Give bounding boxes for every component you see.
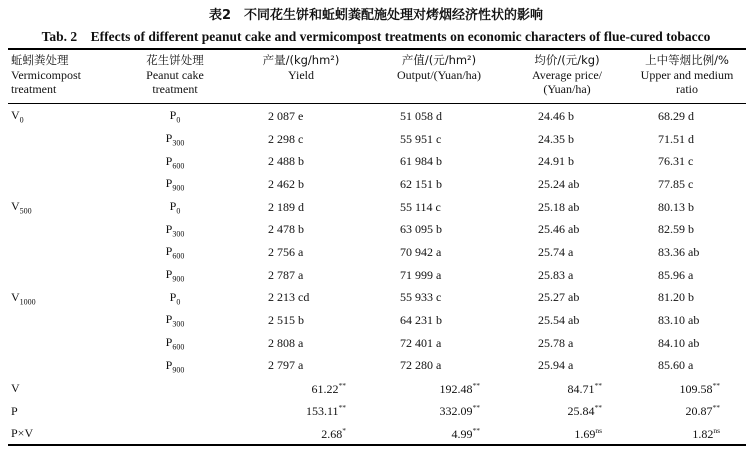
output-cell: 55 114 c xyxy=(400,199,441,214)
factor-label-cell: P xyxy=(11,403,18,418)
output-cell: 70 942 a xyxy=(400,244,442,259)
ratio-cell: 83.10 ab xyxy=(658,313,700,328)
vermicompost-cell xyxy=(8,309,120,332)
table-row xyxy=(8,332,746,355)
price-cell: 24.91 b xyxy=(538,154,574,169)
price-cell: 25.54 ab xyxy=(538,313,580,328)
stats-row xyxy=(8,423,746,446)
output-cell: 63 095 b xyxy=(400,222,442,237)
table-row xyxy=(8,287,746,310)
table-title-chinese: 表2 不同花生饼和蚯蚓粪配施处理对烤烟经济性状的影响 xyxy=(208,8,544,23)
price-cell: 25.74 a xyxy=(538,244,574,259)
price-f-value-cell: $1.69^{ns}$ xyxy=(574,425,602,441)
header-output: 产值/(元/hm²) Output/(Yuan/ha) xyxy=(397,53,481,82)
vermicompost-cell xyxy=(8,173,120,196)
table-row xyxy=(8,355,746,378)
output-f-value-cell: 192.48** xyxy=(439,380,480,396)
header-yield: 产量/(kg/hm²) Yield xyxy=(262,53,340,82)
table-row xyxy=(8,309,746,332)
yield-cell: 2 462 b xyxy=(268,176,304,191)
peanut-cake-cell: $P_0$ xyxy=(169,198,181,216)
table-row xyxy=(8,128,746,151)
price-cell: 25.83 a xyxy=(538,267,574,282)
table-row xyxy=(8,241,746,264)
yield-cell: 2 808 a xyxy=(268,335,304,350)
ratio-f-value-cell: 20.87** xyxy=(685,403,720,419)
table-row xyxy=(8,218,746,241)
header-upper-medium-ratio: 上中等烟比例/% Upper and medium ratio xyxy=(640,53,734,96)
peanut-cake-cell: $P_{600}$ xyxy=(165,244,185,261)
yield-cell: 2 515 b xyxy=(268,313,304,328)
ratio-cell: 77.85 c xyxy=(658,176,694,191)
yield-f-value-cell: 2.68* xyxy=(321,425,346,441)
empty-cell xyxy=(120,400,230,423)
ratio-cell: 68.29 d xyxy=(658,108,694,123)
header-peanut-cake: 花生饼处理 Peanut cake treatment xyxy=(146,53,204,96)
stats-row xyxy=(8,377,746,400)
peanut-cake-cell: $P_{300}$ xyxy=(165,130,185,148)
output-cell: 72 280 a xyxy=(400,358,442,373)
vermicompost-cell: $V_{500}$ xyxy=(11,198,32,216)
ratio-cell: 81.20 b xyxy=(658,290,694,305)
yield-cell: 2 756 a xyxy=(268,244,304,259)
vermicompost-cell xyxy=(8,332,120,355)
price-cell: 24.35 b xyxy=(538,131,574,146)
price-cell: 25.27 ab xyxy=(538,290,580,305)
empty-cell xyxy=(120,377,230,400)
output-f-value-cell: 4.99** xyxy=(451,425,480,441)
yield-cell: 2 087 e xyxy=(268,108,304,123)
peanut-cake-cell: $P_{300}$ xyxy=(165,312,185,329)
header-row xyxy=(8,50,746,103)
price-f-value-cell: 25.84** xyxy=(567,403,602,419)
table-row xyxy=(8,150,746,173)
output-f-value-cell: 332.09** xyxy=(439,403,480,419)
peanut-cake-cell: $P_{600}$ xyxy=(165,335,185,352)
table-title-english: Tab. 2 Effects of different peanut cake and vermicompost treatments on economic characters of flue-cured tobacco xyxy=(41,29,711,44)
table-row xyxy=(8,103,746,128)
yield-f-value-cell: 153.11** xyxy=(305,403,346,419)
vermicompost-cell xyxy=(8,264,120,287)
vermicompost-cell xyxy=(8,218,120,241)
price-cell: 24.46 b xyxy=(538,108,574,123)
ratio-cell: 83.36 ab xyxy=(658,244,700,259)
vermicompost-cell xyxy=(8,150,120,173)
yield-cell: 2 488 b xyxy=(268,154,304,169)
vermicompost-cell: $V_0$ xyxy=(11,108,24,125)
data-table xyxy=(8,50,746,445)
output-cell: 61 984 b xyxy=(400,154,442,169)
header-average-price: 均价/(元/kg) Average price/ (Yuan/ha) xyxy=(531,53,603,96)
output-cell: 72 401 a xyxy=(400,335,442,350)
output-cell: 55 933 c xyxy=(400,290,442,305)
output-cell: 51 058 d xyxy=(400,108,442,123)
output-cell: 64 231 b xyxy=(400,313,442,328)
price-f-value-cell: 84.71** xyxy=(567,380,602,396)
yield-cell: 2 189 d xyxy=(268,199,304,214)
price-cell: 25.46 ab xyxy=(538,222,580,237)
peanut-cake-cell: $P_{600}$ xyxy=(165,153,185,170)
table-row xyxy=(8,196,746,219)
header-vermicompost: 蚯蚓粪处理 Vermicompost treatment xyxy=(11,53,81,96)
factor-label-cell: V xyxy=(11,381,20,396)
price-cell: 25.78 a xyxy=(538,335,574,350)
peanut-cake-cell: $P_0$ xyxy=(169,289,181,307)
factor-label-cell: P×V xyxy=(11,426,34,441)
price-cell: 25.18 ab xyxy=(538,199,580,214)
yield-cell: 2 298 c xyxy=(268,131,304,146)
ratio-cell: 82.59 b xyxy=(658,222,694,237)
yield-cell: 2 213 cd xyxy=(268,290,310,305)
price-cell: 25.24 ab xyxy=(538,176,580,191)
peanut-cake-cell: $P_{900}$ xyxy=(165,357,185,375)
output-cell: 55 951 c xyxy=(400,131,442,146)
table-row xyxy=(8,173,746,196)
stats-row xyxy=(8,400,746,423)
ratio-cell: 80.13 b xyxy=(658,199,694,214)
vermicompost-cell xyxy=(8,241,120,264)
yield-cell: 2 787 a xyxy=(268,267,304,282)
vermicompost-cell: $V_{1000}$ xyxy=(11,289,36,307)
ratio-f-value-cell: 109.58** xyxy=(679,380,720,396)
ratio-cell: 71.51 d xyxy=(658,131,694,146)
ratio-cell: 84.10 ab xyxy=(658,335,700,350)
peanut-cake-cell: $P_{300}$ xyxy=(165,221,185,238)
peanut-cake-cell: $P_{900}$ xyxy=(165,176,185,193)
vermicompost-cell xyxy=(8,128,120,151)
empty-cell xyxy=(120,423,230,446)
ratio-cell: 76.31 c xyxy=(658,154,694,169)
peanut-cake-cell: $P_0$ xyxy=(169,108,181,125)
ratio-cell: 85.96 a xyxy=(658,267,694,282)
yield-f-value-cell: 61.22** xyxy=(311,380,346,396)
output-cell: 62 151 b xyxy=(400,176,442,191)
yield-cell: 2 478 b xyxy=(268,222,304,237)
ratio-cell: 85.60 a xyxy=(658,358,694,373)
peanut-cake-cell: $P_{900}$ xyxy=(165,266,185,284)
price-cell: 25.94 a xyxy=(538,358,574,373)
ratio-f-value-cell: $1.82^{ns}$ xyxy=(692,425,720,441)
table-body xyxy=(8,103,746,445)
output-cell: 71 999 a xyxy=(400,267,442,282)
yield-cell: 2 797 a xyxy=(268,358,304,373)
vermicompost-cell xyxy=(8,355,120,378)
table-row xyxy=(8,264,746,287)
